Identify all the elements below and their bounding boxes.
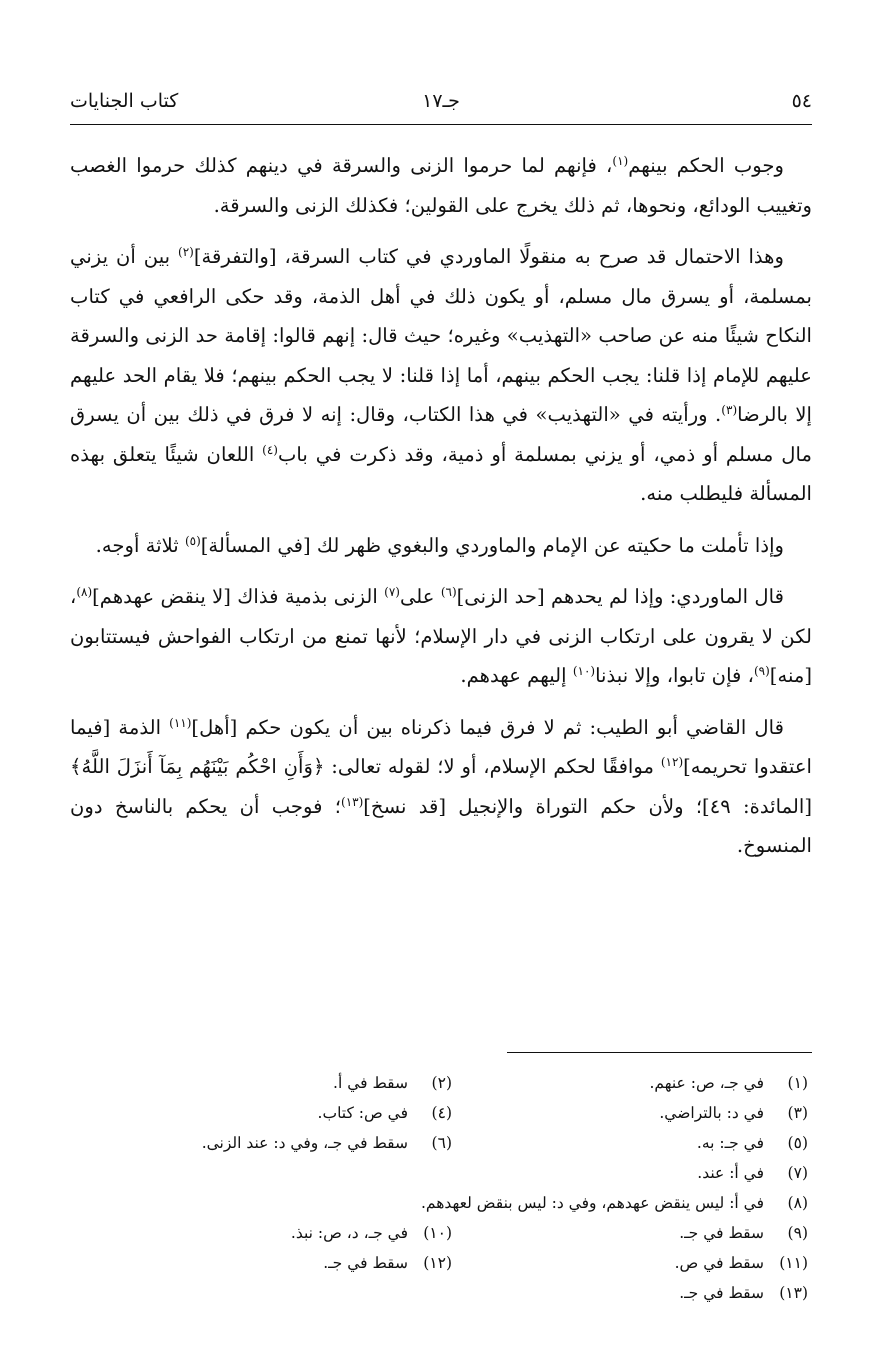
footnote-ref: (١٠) (572, 664, 596, 678)
footnote-row (70, 1068, 812, 1098)
footnote-ref: (٦) (440, 585, 457, 599)
footnote-text: سقط في ص. (674, 1254, 764, 1272)
paragraph (70, 577, 812, 696)
footnote-ref: (٨) (76, 585, 93, 599)
paragraph-text: ثلاثة أوجه. (95, 533, 185, 557)
paragraph-text: ، فإنهم لما حرموا الزنى والسرقة في دينهم كذلك حرموا الغصب وتغييب الودائع، ونحوها، ثم ذلك يخرج على القولين؛ فكذلك الزنى والسرقة. (70, 154, 812, 217)
footnote (291, 1218, 452, 1248)
paragraph-text: قال القاضي أبو الطيب: ثم لا فرق فيما ذكرناه بين أن يكون حكم [أهل] (191, 715, 784, 739)
footnote-ref: (٧) (384, 585, 400, 599)
footnote-text: في أ: ليس ينقض عهدهم، وفي د: ليس بنقض لعهدهم. (420, 1194, 764, 1212)
footnote-number: (٣) (787, 1104, 808, 1122)
footnote (318, 1098, 452, 1128)
paragraph-text: . ورأيته في «التهذيب» في هذا الكتاب، وقال: إنه لا فرق في ذلك بين أن يسرق مال مسلم أو ذمي، أو يزني بمسلمة أو ذمية، وقد ذكرت في باب (70, 403, 812, 466)
footnote (679, 1278, 808, 1308)
footnote-number: (١) (787, 1074, 808, 1092)
footnote-text: في د: بالتراضي. (659, 1104, 764, 1122)
footnote-ref: (١) (612, 154, 629, 168)
footnote (679, 1218, 808, 1248)
paragraph-text: وجوب الحكم بينهم (628, 154, 785, 177)
footnote-row (70, 1188, 812, 1218)
footnote-ref: (٥) (184, 533, 201, 548)
header-rule (70, 124, 812, 125)
footnote (675, 1248, 808, 1278)
paragraph-text: بين أن يزني بمسلمة، أو يسرق مال مسلم، أو يكون ذلك في أهل الذمة، وقد حكى الرافعي في كتاب النكاح شيئًا منه عن صاحب «التهذيب» وغيره؛ حيث قال: إنهم قالوا: إقامة حد الزنى والسرقة عليهم للإمام إذا قلنا: يجب الحكم بينهم، أما إذا قلنا: لا يجب الحكم بينهم؛ فلا يقام الحد عليهم إلا بالرضا (70, 245, 812, 426)
footnote-text: في جـ: به. (696, 1134, 764, 1152)
footnote (421, 1188, 808, 1218)
paragraph (70, 708, 812, 866)
paragraph-text: الزنى بذمية فذاك [لا ينقض عهدهم] (92, 585, 385, 608)
footnotes (70, 1068, 812, 1308)
paragraph-text: موافقًا لحكم الإسلام، أو لا؛ لقوله تعالى: ﴿وَأَنِ احْكُم بَيْنَهُم بِمَآ أَنزَلَ اللَّهُ﴾ [المائدة: ٤٩]؛ ولأن حكم التوراة والإنجيل [قد نسخ] (70, 755, 812, 818)
footnote-number: (٢) (431, 1074, 452, 1092)
footnote-number: (٧) (787, 1164, 808, 1182)
footnote-ref: (٩) (753, 664, 770, 678)
paragraph-text: ؛ فوجب أن يحكم بالناسخ دون المنسوخ. (70, 794, 812, 857)
paragraph-text: ، لكن لا يقرون على ارتكاب الزنى في دار الإسلام؛ لأنها تمنع من ارتكاب الفواحش فيستتابون [منه] (70, 585, 812, 687)
page-number: ٥٤ (791, 90, 812, 112)
footnote-row (70, 1128, 812, 1158)
footnote-number: (١٠) (423, 1224, 452, 1242)
footnote-number: (١٣) (779, 1284, 808, 1302)
footnote-number: (٤) (431, 1104, 452, 1122)
footnote (649, 1068, 808, 1098)
volume-label: جـ١٧ (422, 90, 460, 112)
paragraph (70, 526, 812, 566)
footnote-text: في جـ، د، ص: نبذ. (290, 1224, 408, 1242)
book-title: كتاب الجنايات (70, 90, 179, 112)
footnote-ref: (١٣) (341, 794, 364, 809)
footnote (697, 1158, 808, 1188)
footnote-text: سقط في جـ. (679, 1224, 764, 1242)
footnote-rule (507, 1052, 812, 1053)
footnote-number: (٩) (787, 1224, 808, 1242)
footnote (333, 1068, 452, 1098)
paragraph (70, 237, 812, 514)
footnote-row (70, 1218, 812, 1248)
paragraph (70, 146, 812, 225)
footnote (697, 1128, 808, 1158)
paragraph-text: اللعان شيئًا يتعلق بهذه المسألة فليطلب منه. (70, 442, 812, 505)
footnote (659, 1098, 808, 1128)
footnote-text: في أ: عند. (697, 1164, 764, 1182)
footnote-text: في ص: كتاب. (317, 1104, 408, 1122)
paragraph-text: على (399, 585, 441, 608)
footnote-text: سقط في جـ، وفي د: عند الزنى. (201, 1134, 408, 1152)
footnote-text: سقط في أ. (333, 1074, 408, 1092)
paragraph-text: الذمة [فيما اعتقدوا تحريمه] (70, 715, 812, 778)
footnote-ref: (٤) (262, 442, 278, 457)
footnote-ref: (٣) (721, 403, 738, 417)
footnote (202, 1128, 452, 1158)
footnote-number: (١٢) (423, 1254, 452, 1272)
paragraph-text: وإذا تأملت ما حكيته عن الإمام والماوردي والبغوي ظهر لك [في المسألة] (200, 533, 784, 557)
running-header (70, 90, 812, 120)
footnote-row (70, 1248, 812, 1278)
footnote-number: (٨) (787, 1194, 808, 1212)
footnote-row (70, 1098, 812, 1128)
footnote-text: سقط في جـ. (679, 1284, 764, 1302)
paragraph-text: إليهم عهدهم. (460, 664, 573, 687)
footnote-number: (٥) (787, 1134, 808, 1152)
main-text (70, 146, 812, 878)
footnote-text: في جـ، ص: عنهم. (649, 1074, 764, 1092)
footnote-row (70, 1158, 812, 1188)
footnote-ref: (١٢) (660, 755, 684, 769)
paragraph-text: وهذا الاحتمال قد صرح به منقولًا الماوردي في كتاب السرقة، [والتفرقة] (193, 245, 784, 268)
paragraph-text: قال الماوردي: وإذا لم يحدهم [حد الزنى] (456, 585, 784, 608)
footnote (323, 1248, 452, 1278)
footnote-text: سقط في جـ. (323, 1254, 408, 1272)
footnote-row (70, 1278, 812, 1308)
footnote-ref: (٢) (178, 245, 194, 259)
footnote-ref: (١١) (169, 715, 192, 730)
footnote-number: (٦) (431, 1134, 452, 1152)
footnote-number: (١١) (779, 1254, 808, 1272)
paragraph-text: ، فإن تابوا، وإلا نبذنا (595, 664, 754, 687)
